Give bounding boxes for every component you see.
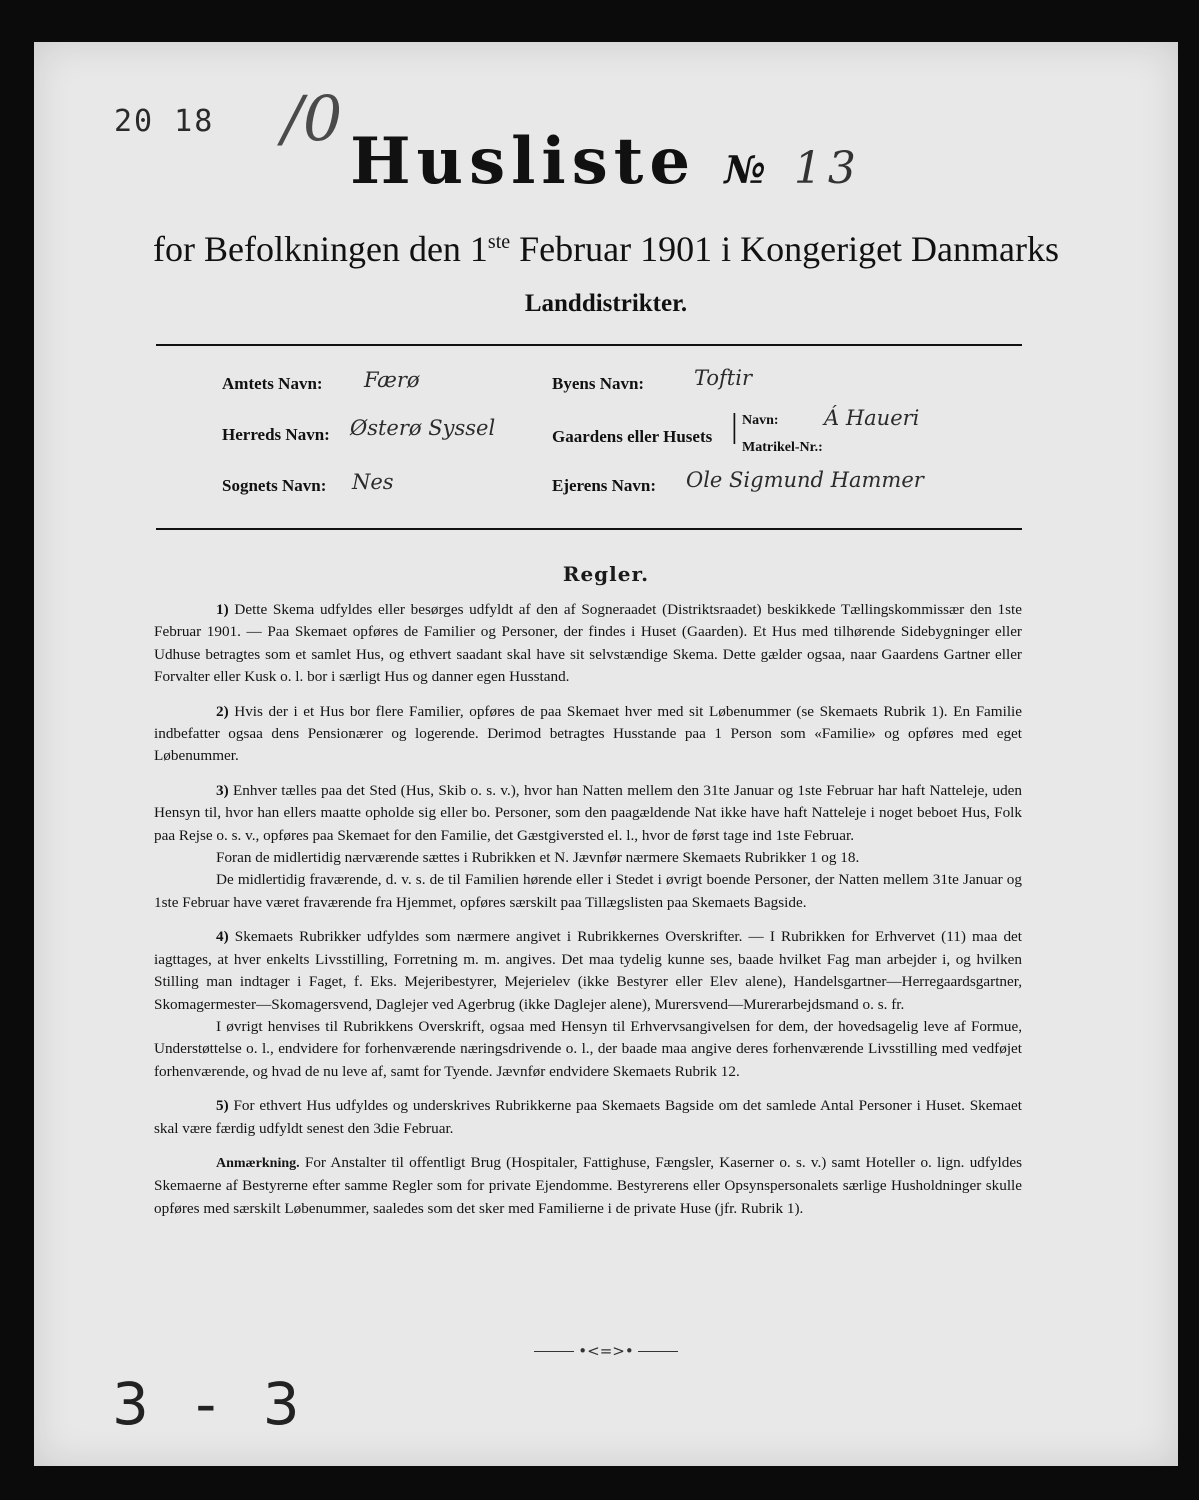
rule-paragraph [154, 1095, 1022, 1140]
rule-text: De midlertidig fraværende, d. v. s. de til Familien hørende eller i Stedet i øvrigt boende Personer, der Natten mellem 31te Januar og 1ste Februar have været fraværende fra Hjemmet, opføres særskilt paa Tillægslisten paa Skemaets Bagside. [154, 871, 1022, 911]
gaard-label: Gaardens eller Husets [552, 427, 713, 446]
rule-lead: 5) [216, 1097, 229, 1115]
rule-text: I øvrigt henvises til Rubrikkens Overskrift, ogsaa med Hensyn til Erhvervsangivelsen for dem, der hovedsagelig leve af Formue, Understøttelse o. l., endvidere for forhenværende næringsdrivende o. l., der baade maa angive deres forhenværende Livsstilling med vedføjet forhenværende, og hvad de nu leve af, samt for Tyende. Jævnfør endvidere Skemaets Rubrik 12. [154, 1017, 1022, 1080]
rule-text: For ethvert Hus udfyldes og underskrives Rubrikkerne paa Skemaets Bagside om det samlede Antal Personer i Huset. Skemaet skal være færdig udfyldt senest den 3die Februar. [154, 1097, 1022, 1137]
ornament-divider [34, 1342, 1178, 1360]
rule-paragraph [154, 869, 1022, 914]
rule-paragraph [154, 701, 1022, 768]
handwritten-slash-mark: /0 [282, 82, 343, 155]
ejer-value: Ole Sigmund Hammer [686, 468, 924, 492]
rule-paragraph [154, 1016, 1022, 1083]
navn-label: Navn: [742, 413, 779, 428]
rule-paragraph [154, 780, 1022, 847]
sogn-label: Sognets Navn: [222, 476, 327, 495]
by-label: Byens Navn: [552, 374, 645, 393]
sogn-value: Nes [352, 470, 394, 494]
archive-number: 20 18 [114, 104, 215, 139]
herred-value: Østerø Syssel [350, 416, 496, 440]
rule-lead: Anmærkning. [216, 1155, 300, 1171]
district-heading: Landdistrikter. [524, 290, 688, 317]
subtitle-part1: for Befolkningen den 1 [153, 229, 488, 269]
subtitle-part2: Februar 1901 i Kongeriget Danmarks [510, 229, 1059, 269]
subtitle-sup: ste [487, 231, 511, 253]
rule-text: Foran de midlertidig nærværende sættes i Rubrikken et N. Jævnfør nærmere Skemaets Rubrikker 1 og 18. [216, 849, 860, 867]
form-subtitle [34, 228, 1178, 270]
rule-paragraph [154, 847, 1022, 869]
rule-text: Dette Skema udfyldes eller besørges udfyldt af den af Sogneraadet (Distriktsraadet) beskikkede Tællingskommissær den 1ste Februar 1901. — Paa Skemaet opføres de Familier og Personer, der findes i Huset (Gaarden). Et Hus med tilhørende Sidebygninger eller Udhuse betragtes som et samlet Hus, og ethvert saadant skal have sit selvstændige Skema. Dette gælder ogsaa, naar Gaardens Gartner eller Forvalter eller Kusk o. l. bor i særligt Hus og danner egen Husstand. [154, 601, 1023, 686]
rule-text: Skemaets Rubrikker udfyldes som nærmere angivet i Rubrikkernes Overskrifter. — I Rubrikken for Erhvervet (11) maa det iagttages, at hver enkelts Livsstilling, Forretning m. m. angives. Det maa tydelig kunne ses, baade hvilket Fag man arbejder i, og hvilken Stilling man indtager i Faget, f. Eks. Mejeribestyrer, Mejerielev (ikke Bestyrer eller Elev alene), Handelsgartner—Herregaardsgartner, Skomagermester—Skomagersvend, Daglejer ved Agerbrug (ikke Daglejer alene), Murersvend—Murerarbejdsmand o. s. fr. [154, 928, 1023, 1013]
amt-value: Færø [364, 368, 420, 392]
matrikel-label: Matrikel-Nr.: [742, 440, 823, 455]
amt-label: Amtets Navn: [222, 374, 323, 393]
by-value: Toftir [694, 366, 752, 390]
rules-heading: Regler. [562, 562, 650, 586]
rule-paragraph [154, 599, 1022, 689]
rule-paragraph [154, 1152, 1022, 1220]
herred-label: Herreds Navn: [222, 425, 330, 444]
rule-text: Enhver tælles paa det Sted (Hus, Skib o. s. v.), hvor han Natten mellem den 31te Januar og 1ste Februar har haft Natteleje, uden Hensyn til, hvor han ellers maatte opholde sig eller bo. Personer, som den paagældende Nat ikke have haft Natteleje i noget beboet Hus, Folk paa Rejse o. s. v., opføres paa Skemaet for den Familie, det Gæstgiversted el. l., hvor de først tage ind 1ste Februar. [154, 781, 1023, 844]
bottom-divider [156, 528, 1022, 530]
title-main: Husliste [350, 124, 697, 199]
list-number-value: 13 [793, 143, 862, 194]
rule-lead: 3) [216, 781, 229, 799]
navn-value: Á Haueri [824, 406, 920, 430]
rule-lead: 4) [216, 928, 229, 946]
ejer-label: Ejerens Navn: [552, 476, 657, 495]
rule-text: For Anstalter til offentligt Brug (Hospitaler, Fattighuse, Fængsler, Kaserner o. s. v.) samt Hoteller o. lign. udfyldes Skemaerne af Bestyrerne efter samme Regler som for private Ejendomme. Bestyrerens eller Opsynspersonalets særlige Husholdninger skulle opføres med særskilt Løbenummer, saaledes som det sker med Familierne i de private Huse (jfr. Rubrik 1). [154, 1153, 1023, 1217]
rule-lead: 2) [216, 702, 229, 720]
form-title [34, 124, 1178, 199]
number-symbol: № [724, 147, 766, 192]
rule-paragraph [154, 926, 1022, 1016]
census-form-sheet [34, 42, 1178, 1466]
ornament-glyph: •<=>• [578, 1342, 634, 1360]
brace-mark: | [731, 408, 738, 445]
top-divider [156, 344, 1022, 346]
handwritten-bottom-note: 3 - 3 [112, 1370, 314, 1438]
rule-lead: 1) [216, 601, 229, 618]
rule-text: Hvis der i et Hus bor flere Familier, opføres de paa Skemaet hver med sit Løbenummer (se Skemaets Rubrik 1). En Familie indbefatter ogsaa dens Pensionærer og logerende. Derimod betragtes Husstande paa 1 Person som «Familie» og opføres med eget Løbenummer. [154, 702, 1023, 765]
rules-body [154, 599, 1022, 1232]
